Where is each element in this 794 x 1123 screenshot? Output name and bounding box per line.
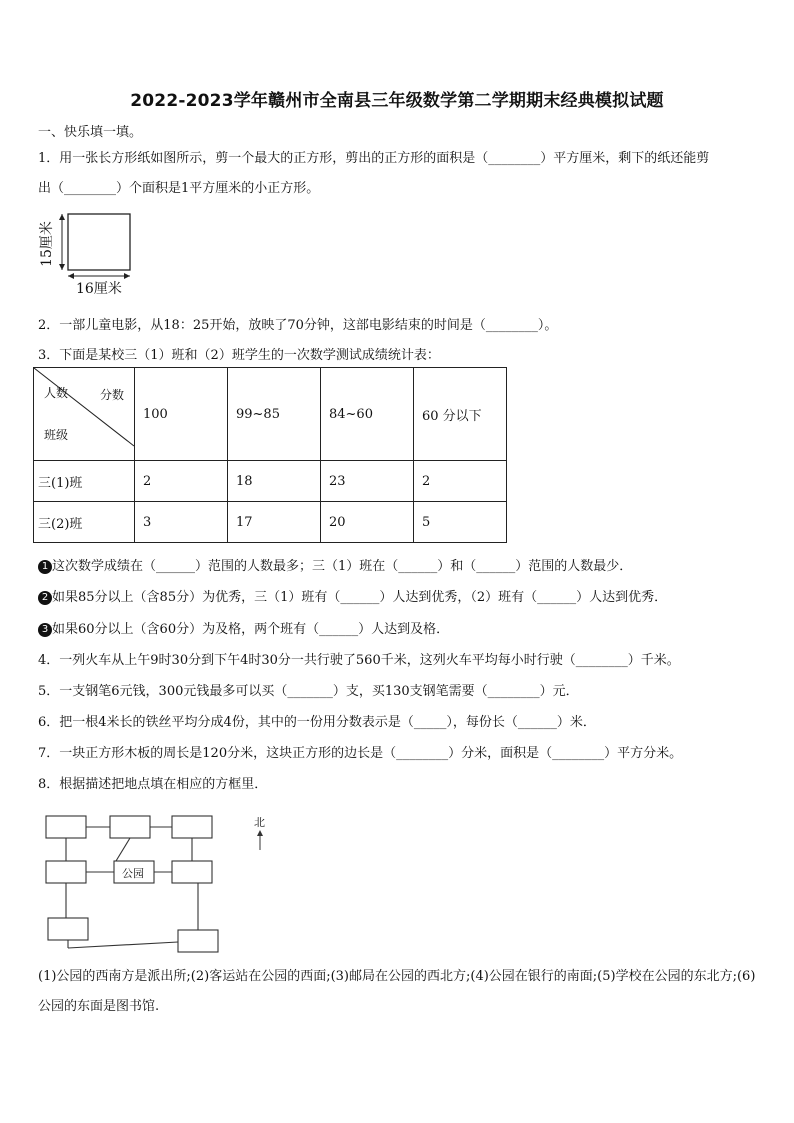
question-3-sub-1	[38, 555, 632, 574]
column-header: 84~60	[321, 368, 414, 461]
table-cell: 17	[228, 502, 321, 543]
question-2: 2．一部儿童电影，从18：25开始，放映了70分钟，这部电影结束的时间是（________）。	[38, 318, 558, 333]
north-label: 北	[254, 816, 265, 829]
sub-question-text: 如果60分以上（含60分）为及格，两个班有（______）人达到及格．	[52, 622, 450, 637]
question-8-description: (1)公园的西南方是派出所;(2)客运站在公园的西面;(3)邮局在公园的西北方;(4)公园在银行的南面;(5)学校在公园的东北方;(6)公园的东面是图书馆.	[38, 969, 756, 1014]
header-people: 人数	[44, 386, 69, 400]
sub-question-text: 如果85分以上（含85分）为优秀，三（1）班有（______）人达到优秀，（2）班有（______）人达到优秀．	[52, 590, 668, 605]
row-label: 三(2)班	[34, 502, 135, 543]
row-label: 三(1)班	[34, 461, 135, 502]
table-cell: 2	[135, 461, 228, 502]
sub-question-text: 这次数学成绩在（______）范围的人数最多；三（1）班在（______）和（______）范围的人数最少．	[52, 559, 633, 574]
width-label: 16厘米	[76, 281, 122, 297]
score-table	[33, 367, 507, 543]
question-5: 5．一支钢笔6元钱，300元钱最多可以买（_______）支，买130支钢笔需要（________）元．	[38, 684, 579, 699]
table-corner-cell	[34, 368, 135, 461]
table-header-row	[34, 368, 507, 461]
blank-box	[178, 930, 218, 952]
blank-box	[46, 861, 86, 883]
question-7: 7．一块正方形木板的周长是120分米，这块正方形的边长是（________）分米，面积是（________）平方分米。	[38, 746, 683, 761]
column-header: 100	[135, 368, 228, 461]
blank-box	[46, 816, 86, 838]
question-8-intro: 8．根据描述把地点填在相应的方框里．	[38, 777, 268, 792]
map-diagram	[40, 810, 280, 958]
header-score: 分数	[100, 388, 125, 402]
blank-box	[110, 816, 150, 838]
header-class: 班级	[44, 428, 69, 442]
question-1-line-2: 出（________）个面积是1平方厘米的小正方形。	[38, 181, 320, 196]
question-3-sub-3	[38, 618, 449, 637]
table-row	[34, 461, 507, 502]
rectangle-figure	[38, 208, 138, 300]
question-3-sub-2	[38, 586, 667, 605]
table-cell: 2	[414, 461, 507, 502]
blank-box	[172, 816, 212, 838]
table-row	[34, 502, 507, 543]
table-cell: 18	[228, 461, 321, 502]
question-1-line-1: 1．用一张长方形纸如图所示，剪一个最大的正方形，剪出的正方形的面积是（________）平方厘米，剩下的纸还能剪	[38, 151, 710, 166]
question-3-intro: 3．下面是某校三（1）班和（2）班学生的一次数学测试成绩统计表：	[38, 348, 440, 363]
column-header: 60 分以下	[414, 368, 507, 461]
circled-number: 1	[38, 560, 52, 574]
question-6: 6．把一根4米长的铁丝平均分成4份，其中的一份用分数表示是（_____），每份长（______）米．	[38, 715, 596, 730]
blank-box	[172, 861, 212, 883]
section-heading: 一、快乐填一填。	[38, 125, 143, 140]
question-4: 4．一列火车从上午9时30分到下午4时30分一共行驶了560千米，这列火车平均每小时行驶（________）千米。	[38, 653, 680, 668]
table-cell: 23	[321, 461, 414, 502]
blank-box	[48, 918, 88, 940]
column-header: 99~85	[228, 368, 321, 461]
page-title: 2022-2023学年赣州市全南县三年级数学第二学期期末经典模拟试题	[130, 91, 664, 111]
table-cell: 20	[321, 502, 414, 543]
height-label: 15厘米	[39, 221, 55, 267]
circled-number: 2	[38, 591, 52, 605]
table-cell: 5	[414, 502, 507, 543]
diagonal-lines	[34, 368, 142, 460]
park-label: 公园	[122, 867, 144, 880]
table-cell: 3	[135, 502, 228, 543]
map-figure	[40, 810, 280, 958]
circled-number: 3	[38, 623, 52, 637]
